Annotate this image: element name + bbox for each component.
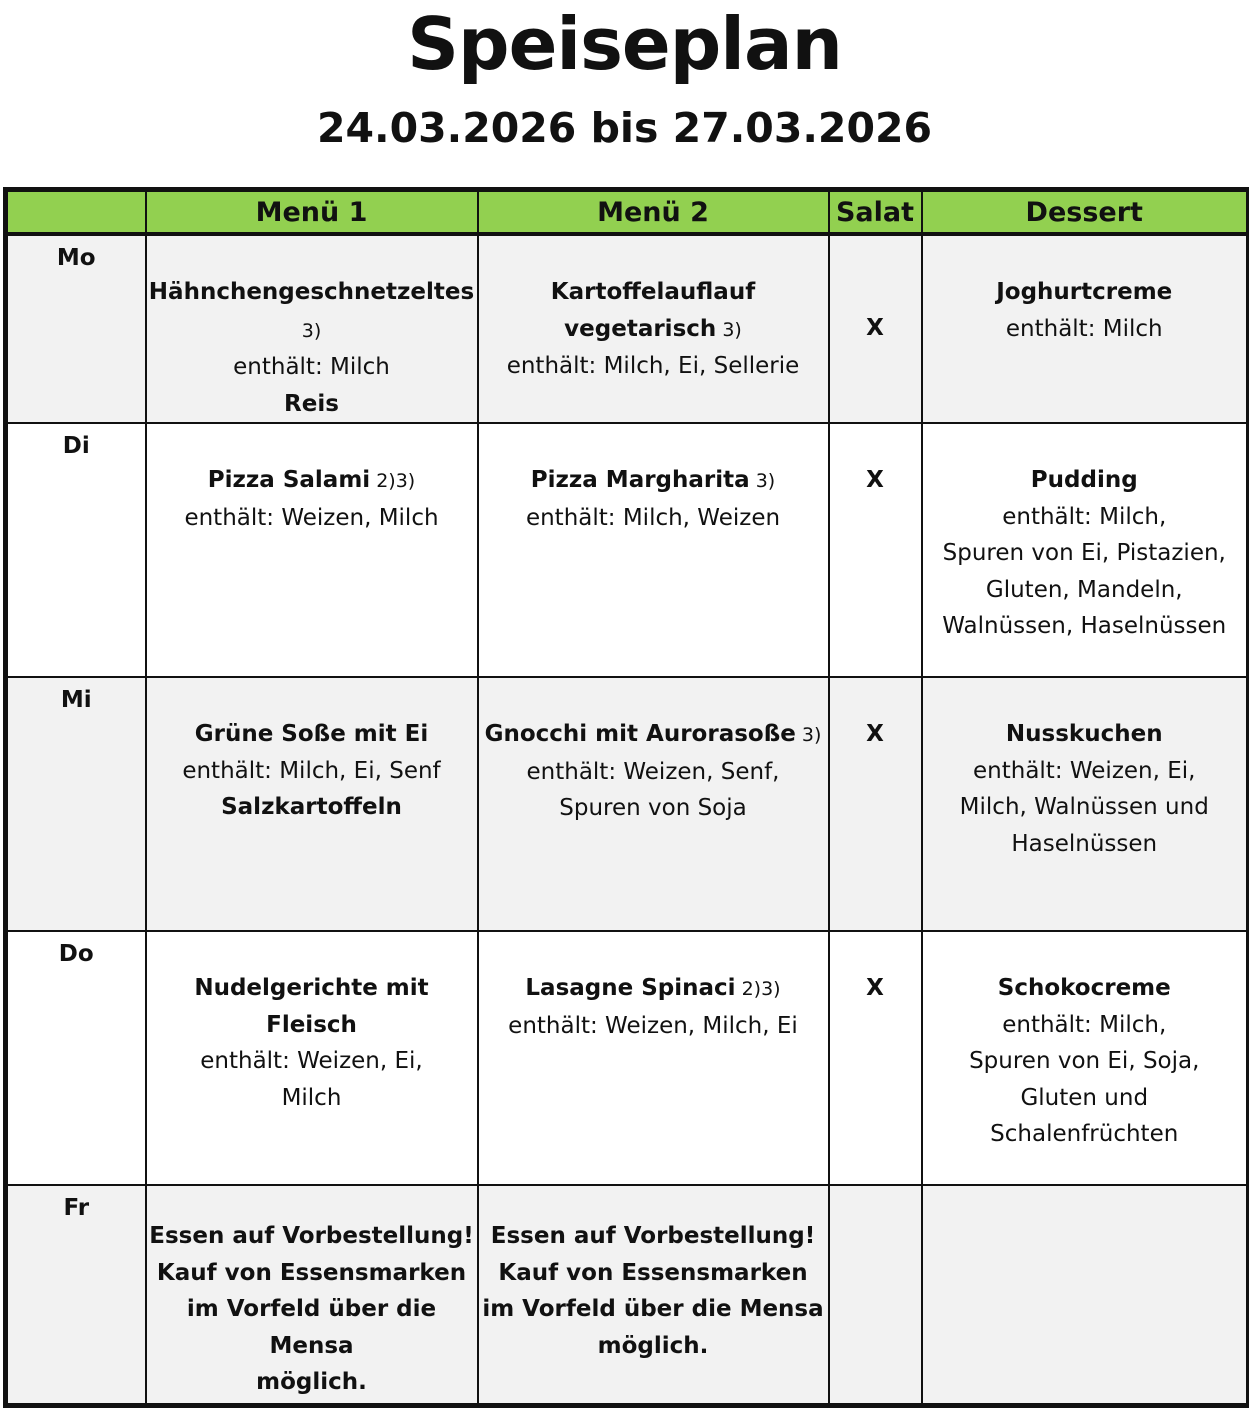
allergen-info: enthält: Weizen, Ei,: [200, 1048, 423, 1074]
allergen-info: enthält: Weizen, Milch, Ei: [508, 1012, 798, 1039]
dish-line: [479, 1291, 828, 1328]
header-dessert: Dessert: [922, 190, 1249, 235]
dish-line: [923, 499, 1247, 536]
dish-line: [923, 970, 1247, 1007]
day-label: Mo: [6, 234, 146, 423]
dish-line: [147, 274, 477, 349]
dish-line: [923, 826, 1247, 863]
dish-line: [147, 753, 477, 790]
dish-name: Pudding: [1030, 467, 1138, 493]
dish-name: Grüne Soße mit Ei: [194, 721, 429, 747]
dish-line: [479, 790, 828, 827]
dish-name: Essen auf Vorbestellung!: [149, 1223, 474, 1249]
salat-mark: X: [866, 315, 884, 341]
allergen-info: enthält: Weizen, Senf,: [526, 758, 780, 785]
page-title: Speiseplan: [407, 2, 842, 86]
additive-note: 3): [749, 470, 776, 492]
dish-line: [479, 1255, 828, 1292]
allergen-info: Walnüssen, Haselnüssen: [942, 613, 1227, 639]
allergen-info: Schalenfrüchten: [990, 1121, 1179, 1147]
dish-line: [479, 462, 828, 500]
dish-name: möglich.: [597, 1332, 709, 1359]
menu-1-cell: [146, 677, 478, 931]
dessert-cell: [922, 1185, 1249, 1405]
dish-name: Essen auf Vorbestellung!: [490, 1223, 816, 1249]
dish-name: im Vorfeld über die Mensa: [482, 1296, 824, 1322]
menu-1-cell: [146, 1185, 478, 1405]
menu-1-cell: [146, 931, 478, 1185]
dessert-cell: [922, 234, 1249, 423]
dish-line: [147, 1364, 477, 1401]
menu-2-cell: [478, 1185, 829, 1405]
dish-name: Salzkartoffeln: [221, 794, 402, 820]
dish-line: [479, 754, 828, 791]
dish-line: [923, 1007, 1247, 1044]
allergen-info: enthält: Milch,: [1002, 503, 1167, 530]
dish-line: [147, 1007, 477, 1044]
dish-line: [479, 1328, 828, 1365]
additive-note: 2)3): [735, 978, 781, 1000]
day-label: Di: [6, 423, 146, 677]
dish-name: vegetarisch: [564, 315, 717, 342]
menu-2-cell: [478, 234, 829, 423]
dish-name: Gnocchi mit Aurorasoße: [484, 721, 796, 747]
allergen-info: enthält: Milch, Weizen: [525, 504, 781, 531]
dish-line: [147, 386, 477, 423]
additive-note: 2)3): [370, 470, 416, 492]
dish-line: [147, 1255, 477, 1292]
salat-mark: X: [866, 975, 884, 1001]
dish-line: [147, 500, 477, 537]
dish-line: [923, 311, 1247, 348]
dish-name: Pizza Margharita: [530, 467, 750, 493]
additive-note: 3): [795, 724, 822, 746]
dish-name: möglich.: [256, 1369, 367, 1395]
dish-line: [923, 572, 1247, 609]
dish-line: [923, 274, 1247, 311]
dish-line: [923, 1080, 1247, 1117]
header-menu-2: Menü 2: [478, 190, 829, 235]
table-row: [6, 1185, 1249, 1405]
salat-mark: X: [866, 721, 884, 747]
menu-2-cell: [478, 423, 829, 677]
dish-line: [147, 1291, 477, 1364]
dessert-cell: [922, 677, 1249, 931]
dish-name: Kartoffelauflauf: [550, 279, 756, 305]
allergen-info: Haselnüssen: [1011, 830, 1158, 857]
dish-line: [479, 1008, 828, 1045]
dish-name: Schokocreme: [997, 975, 1171, 1001]
dish-line: [923, 608, 1247, 645]
dish-line: [479, 348, 828, 385]
date-range: 24.03.2026 bis 27.03.2026: [316, 104, 933, 152]
header-salat: Salat: [829, 190, 922, 235]
table-row: [6, 234, 1249, 423]
menu-1-cell: [146, 234, 478, 423]
dish-name: Kauf von Essensmarken: [156, 1259, 467, 1286]
salat-cell: [829, 1185, 922, 1405]
allergen-info: enthält: Milch: [233, 354, 390, 380]
allergen-info: Spuren von Ei, Soja,: [969, 1048, 1200, 1074]
dish-line: [147, 1218, 477, 1255]
dish-line: [923, 753, 1247, 790]
dish-line: [147, 789, 477, 826]
salat-mark: [830, 1186, 921, 1224]
menu-2-cell: [478, 931, 829, 1185]
header-row: [6, 190, 1249, 235]
dish-line: [147, 462, 477, 500]
dish-line: [147, 716, 477, 753]
dish-line: [923, 789, 1247, 826]
dish-line: [147, 970, 477, 1007]
allergen-info: Milch: [281, 1084, 342, 1111]
dish-name: Reis: [284, 390, 339, 417]
dish-line: [923, 535, 1247, 572]
salat-cell: [829, 234, 922, 423]
dish-name: Nudelgerichte mit: [194, 975, 429, 1001]
allergen-info: enthält: Milch: [1005, 315, 1163, 342]
salat-cell: [829, 423, 922, 677]
dish-line: [479, 274, 828, 311]
allergen-info: Gluten, Mandeln,: [985, 576, 1183, 603]
day-label: Mi: [6, 677, 146, 931]
salat-mark: X: [866, 467, 884, 493]
salat-cell: [829, 931, 922, 1185]
additive-note: 3): [301, 319, 322, 342]
dish-name: Joghurtcreme: [996, 279, 1173, 305]
dessert-cell: [922, 423, 1249, 677]
additive-note: 3): [716, 318, 742, 341]
dish-line: [923, 462, 1247, 499]
dish-line: [479, 1218, 828, 1255]
salat-cell: [829, 677, 922, 931]
allergen-info: Milch, Walnüssen und: [959, 794, 1209, 820]
allergen-info: enthält: Weizen, Milch: [184, 504, 439, 531]
table-row: [6, 423, 1249, 677]
dish-name: Hähnchengeschnetzeltes: [148, 279, 475, 305]
day-label: Fr: [6, 1185, 146, 1405]
menu-2-cell: [478, 677, 829, 931]
allergen-info: Spuren von Ei, Pistazien,: [942, 540, 1226, 566]
dish-line: [923, 1043, 1247, 1080]
allergen-info: Spuren von Soja: [559, 795, 747, 821]
dish-line: [479, 716, 828, 754]
dish-line: [147, 1080, 477, 1117]
header-day: [6, 190, 146, 235]
allergen-info: enthält: Milch,: [1002, 1011, 1167, 1038]
allergen-info: enthält: Milch, Ei, Senf: [182, 757, 441, 784]
dish-line: [923, 716, 1247, 753]
dish-line: [923, 1116, 1247, 1153]
day-label: Do: [6, 931, 146, 1185]
table-row: [6, 931, 1249, 1185]
header-menu-1: Menü 1: [146, 190, 478, 235]
dish-name: Nusskuchen: [1005, 721, 1163, 747]
dish-line: [479, 970, 828, 1008]
dish-line: [479, 500, 828, 537]
table-row: [6, 677, 1249, 931]
dish-name: Pizza Salami: [207, 467, 371, 493]
dish-line: [479, 311, 828, 349]
dish-line: [147, 349, 477, 386]
allergen-info: enthält: Weizen, Ei,: [973, 757, 1196, 784]
menu-1-cell: [146, 423, 478, 677]
dish-name: Lasagne Spinaci: [525, 975, 736, 1001]
allergen-info: enthält: Milch, Ei, Sellerie: [506, 353, 800, 379]
allergen-info: Gluten und: [1020, 1084, 1149, 1111]
dessert-cell: [922, 931, 1249, 1185]
dish-name: Kauf von Essensmarken: [498, 1259, 808, 1286]
dish-name: im Vorfeld über die Mensa: [186, 1296, 437, 1359]
menu-table: [3, 187, 1249, 1408]
dish-line: [147, 1043, 477, 1080]
dish-name: Fleisch: [266, 1011, 357, 1038]
